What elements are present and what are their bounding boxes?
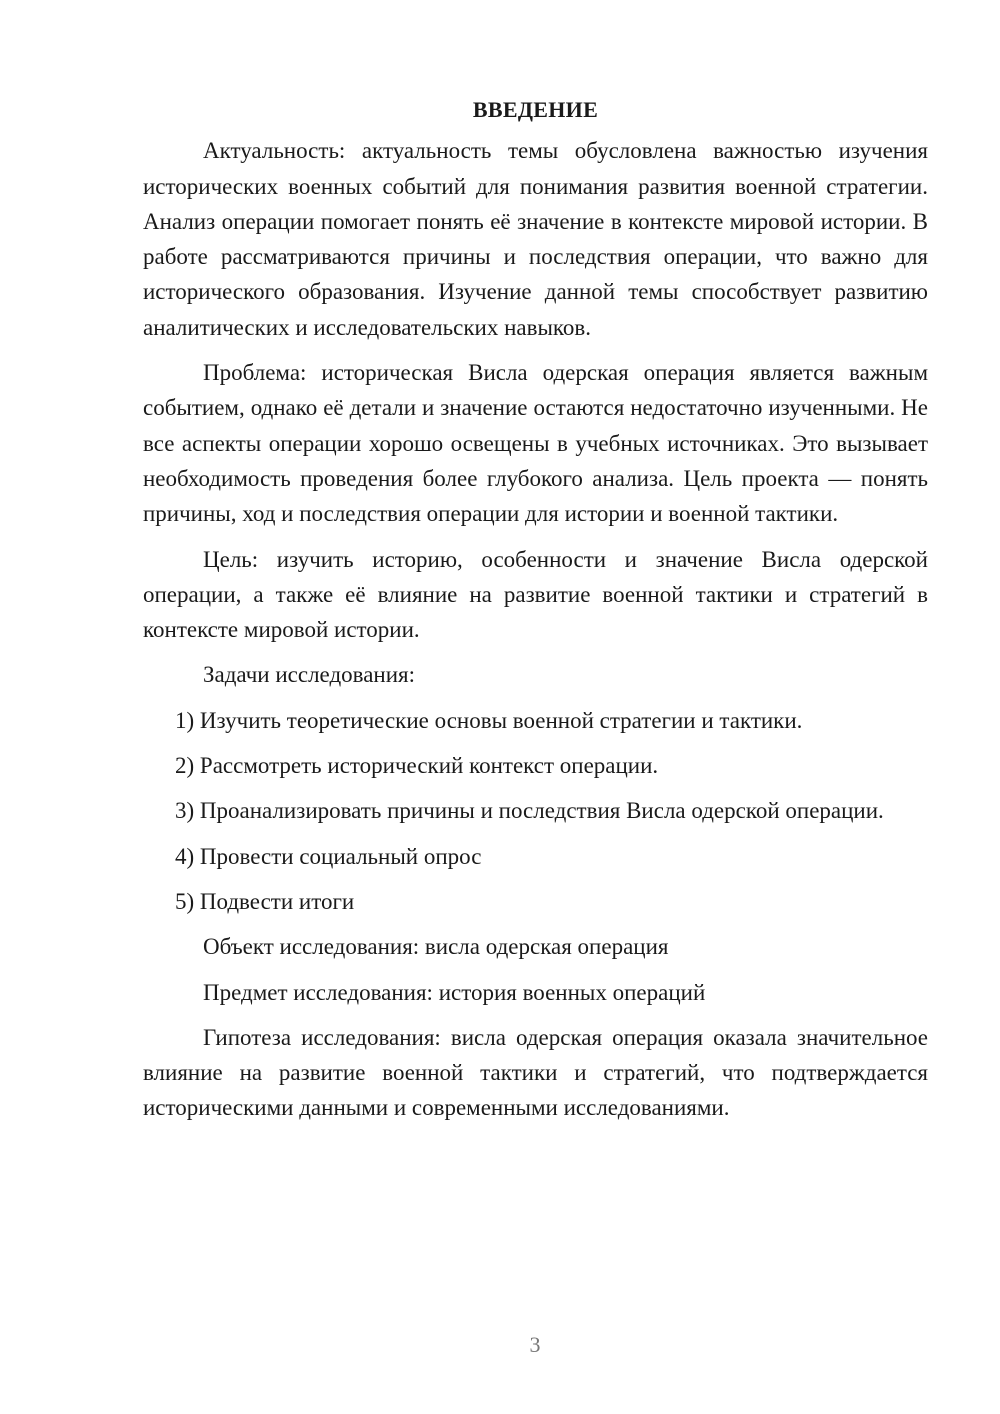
page-title: ВВЕДЕНИЕ (472, 97, 599, 122)
hypothesis-paragraph: Гипотеза исследования: висла одерская операция оказала значительное влияние на развитие военной тактики и стратегий, что подтверждается историческими данными и современными исследованиями. (143, 1024, 928, 1121)
task-item: 3) Проанализировать причины и последствия Висла одерской операции. (175, 798, 884, 824)
task-item: 5) Подвести итоги (175, 888, 355, 914)
task-item: 1) Изучить теоретические основы военной стратегии и тактики. (175, 707, 803, 733)
problem-paragraph: Проблема: историческая Висла одерская операция является важным событием, однако её детали и значение остаются недостаточно изученными. Не все аспекты операции хорошо освещены в учебных источниках. Это вызывает необходимость проведения более глубокого анализа. Цель проекта — понять причины, ход и последствия операции для истории и военной тактики. (143, 360, 928, 527)
task-item: 4) Провести социальный опрос (175, 843, 482, 869)
task-item: 2) Рассмотреть исторический контекст операции. (175, 753, 659, 779)
tasks-heading: Задачи исследования: (203, 662, 416, 688)
research-subject: Предмет исследования: история военных операций (203, 979, 706, 1005)
page-number: 3 (529, 1332, 541, 1357)
document-page (143, 92, 928, 1136)
relevance-paragraph: Актуальность: актуальность темы обусловлена важностью изучения исторических военных событий для понимания развития военной стратегии. Анализ операции помогает понять её значение в контексте мировой истории. В работе рассматриваются причины и последствия операции, что важно для исторического образования. Изучение данной темы способствует развитию аналитических и исследовательских навыков. (143, 138, 928, 340)
goal-paragraph: Цель: изучить историю, особенности и значение Висла одерской операции, а также её влияние на развитие военной тактики и стратегий в контексте мировой истории. (143, 546, 928, 643)
research-object: Объект исследования: висла одерская операция (203, 934, 669, 960)
